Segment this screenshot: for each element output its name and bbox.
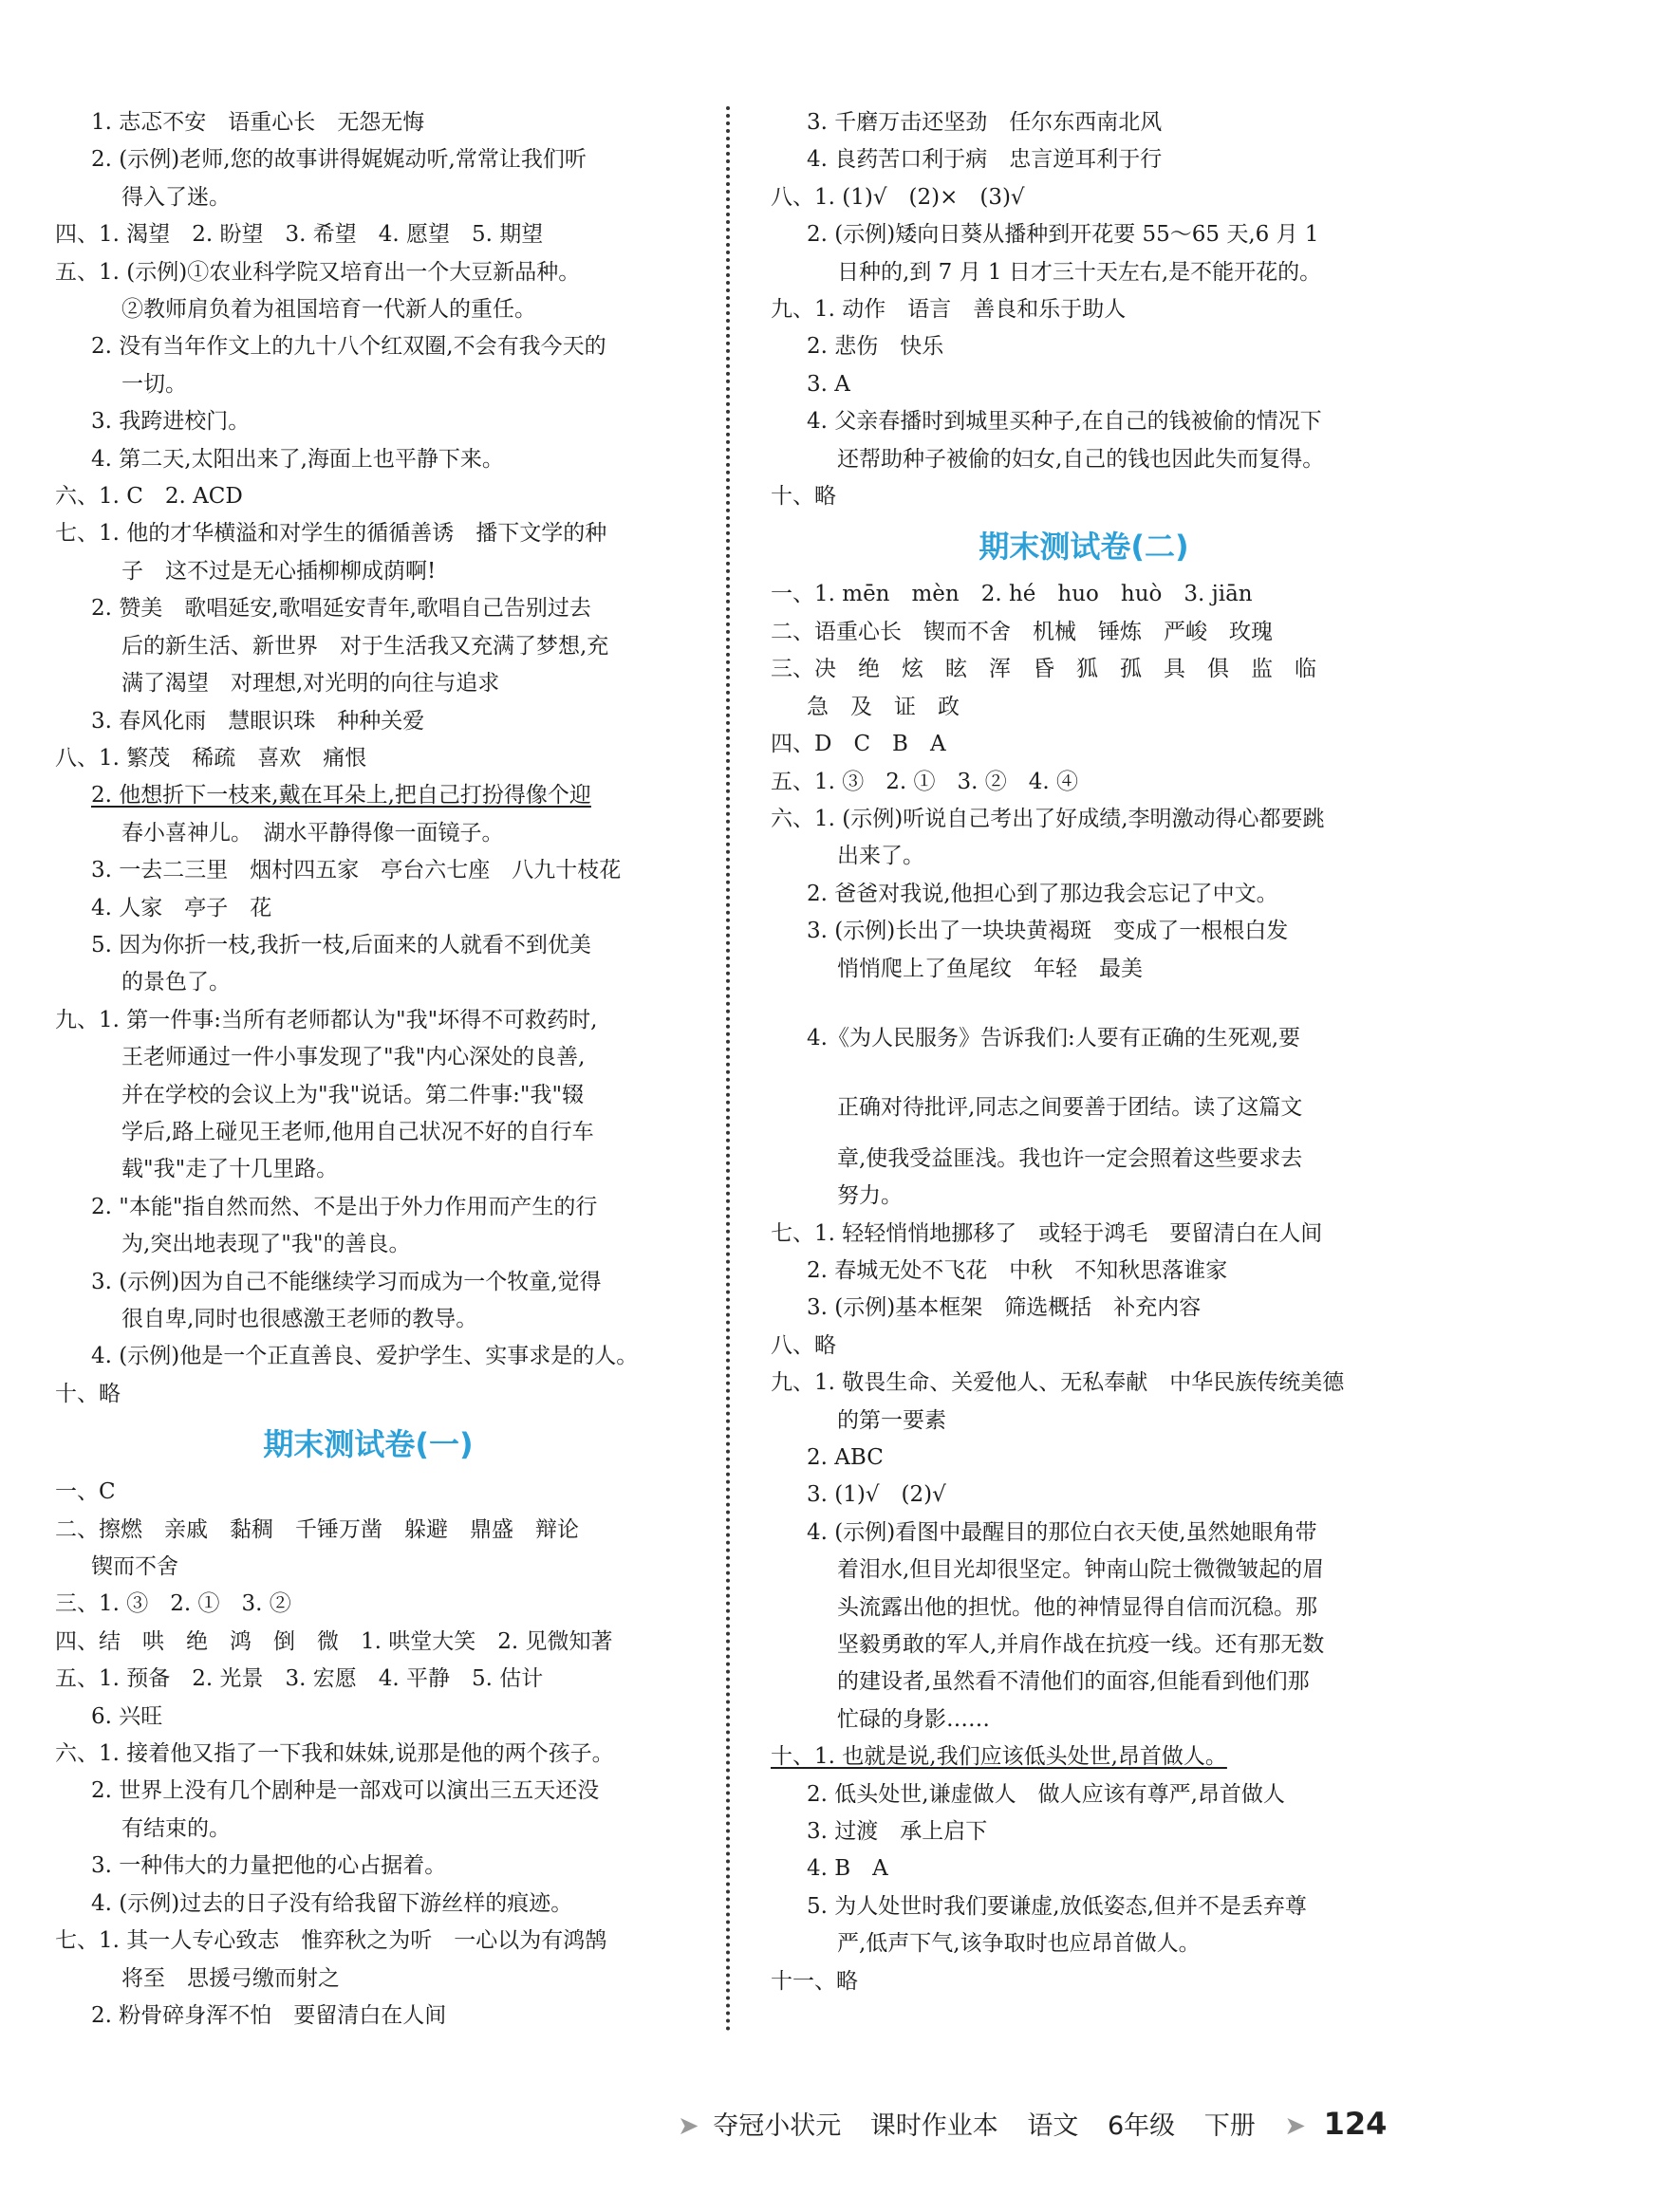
answer-line: 八、1. 繁茂 稀疏 喜欢 痛恨 <box>55 745 367 771</box>
answer-line: 6. 兴旺 <box>91 1703 163 1729</box>
answer-line: 2. 世界上没有几个剧种是一部戏可以演出三五天还没 <box>91 1778 600 1804</box>
answer-line: 章,使我受益匪浅。我也许一定会照着这些要求去 <box>837 1145 1303 1171</box>
answer-line: 日种的,到 7 月 1 日才三十天左右,是不能开花的。 <box>837 259 1322 285</box>
book-name: 课时作业本 <box>869 2111 998 2141</box>
answer-line: 一、1. mēn mèn 2. hé huo huò 3. jiān <box>771 582 1253 607</box>
answer-line: 3. (示例)长出了一块块黄褐斑 变成了一根根白发 <box>807 919 1289 944</box>
answer-line: 六、1. C 2. ACD <box>55 484 243 510</box>
section-title: 期末测试卷(二) <box>979 529 1189 566</box>
answer-line: 头流露出他的担忧。他的神情显得自信而沉稳。那 <box>837 1594 1317 1620</box>
answer-line: 3. 一去二三里 烟村四五家 亭台六七座 八九十枝花 <box>91 858 622 883</box>
answer-line: 并在学校的会议上为"我"说话。第二件事:"我"辍 <box>121 1082 585 1107</box>
answer-line: 2. 悲伤 快乐 <box>807 334 944 360</box>
answer-line: 学后,路上碰见王老师,他用自己状况不好的自行车 <box>121 1119 594 1144</box>
answer-line: 2. 赞美 歌唱延安,歌唱延安青年,歌唱自己告别过去 <box>91 596 591 622</box>
answer-line: 八、1. (1)√ (2)× (3)√ <box>771 184 1025 210</box>
answer-line: 一切。 <box>121 371 187 397</box>
answer-line: 子 这不过是无心插柳柳成荫啊! <box>121 558 437 584</box>
arrow-icon: ➤ <box>1284 2111 1306 2141</box>
spacer <box>771 1057 1397 1089</box>
answer-line: 五、1. (示例)①农业科学院又培育出一个大豆新品种。 <box>55 259 581 285</box>
answer-line: 后的新生活、新世界 对于生活我又充满了梦想,充 <box>121 633 609 659</box>
answer-line: 3. (示例)因为自己不能继续学习而成为一个牧童,觉得 <box>91 1269 602 1294</box>
answer-line: 3. A <box>807 371 850 397</box>
answer-line: 春小喜神儿。 湖水平静得像一面镜子。 <box>121 820 504 846</box>
page-footer <box>678 2105 1407 2142</box>
answer-line: 七、1. 其一人专心致志 惟弈秋之为听 一心以为有鸿鹄 <box>55 1928 607 1954</box>
answer-line: 4. (示例)看图中最醒目的那位白衣天使,虽然她眼角带 <box>807 1519 1317 1545</box>
answer-line: 还帮助种子被偷的妇女,自己的钱也因此失而复得。 <box>837 446 1325 472</box>
answer-line: 4.《为人民服务》告诉我们:人要有正确的生死观,要 <box>807 1025 1301 1050</box>
answer-line: 2. 粉骨碎身浑不怕 要留清白在人间 <box>91 2002 447 2028</box>
answer-line: 九、1. 第一件事:当所有老师都认为"我"坏得不可救药时, <box>55 1007 598 1032</box>
answer-line: 四、结 哄 绝 鸿 倒 微 1. 哄堂大笑 2. 见微知著 <box>55 1628 613 1654</box>
answer-line: 十、略 <box>771 484 836 510</box>
answer-line: 3. 千磨万击还坚劲 任尔东西南北风 <box>807 110 1163 135</box>
answer-line: 努力。 <box>837 1183 903 1209</box>
answer-line: 锲而不舍 <box>91 1554 178 1580</box>
answer-line: 十一、略 <box>771 1968 858 1994</box>
answer-line: 5. 为人处世时我们要谦虚,放低姿态,但并不是丢弃尊 <box>807 1893 1307 1919</box>
answer-line: 十、略 <box>55 1381 121 1406</box>
right-column <box>771 104 1397 2000</box>
answer-line: 的第一要素 <box>837 1407 946 1433</box>
answer-line: 一、C <box>55 1479 116 1505</box>
answer-line: 2. 没有当年作文上的九十八个红双圈,不会有我今天的 <box>91 334 606 360</box>
answer-line: 4. (示例)他是一个正直善良、爱护学生、实事求是的人。 <box>91 1344 639 1369</box>
answer-line: 六、1. (示例)听说自己考出了好成绩,李明激动得心都要跳 <box>771 806 1325 831</box>
answer-line: 得入了迷。 <box>121 184 231 210</box>
section-title: 期末测试卷(一) <box>263 1426 474 1463</box>
answer-line: 九、1. 敬畏生命、关爱他人、无私奉献 中华民族传统美德 <box>771 1370 1345 1396</box>
answer-line: 七、1. 他的才华横溢和对学生的循循善诱 播下文学的种 <box>55 521 607 547</box>
answer-line: 五、1. ③ 2. ① 3. ② 4. ④ <box>771 769 1079 794</box>
answer-line: 4. 人家 亭子 花 <box>91 895 272 920</box>
answer-line: 出来了。 <box>837 844 924 869</box>
answer-line: 急 及 证 政 <box>807 694 960 719</box>
answer-line: 很自卑,同时也很感激王老师的教导。 <box>121 1307 478 1331</box>
answer-line: 5. 因为你折一枝,我折一枝,后面来的人就看不到优美 <box>91 932 591 957</box>
answer-line: 4. (示例)过去的日子没有给我留下游丝样的痕迹。 <box>91 1890 573 1916</box>
brand-name: 夺冠小状元 <box>713 2111 842 2141</box>
answer-line: 3. 一种伟大的力量把他的心占据着。 <box>91 1853 447 1879</box>
answer-line: 的景色了。 <box>121 970 231 995</box>
answer-line: 3. 春风化雨 慧眼识珠 种种关爱 <box>91 708 425 734</box>
answer-line: 2. 低头处世,谦虚做人 做人应该有尊严,昂首做人 <box>807 1781 1285 1807</box>
answer-line: 四、1. 渴望 2. 盼望 3. 希望 4. 愿望 5. 期望 <box>55 222 544 248</box>
answer-line: 4. 父亲春播时到城里买种子,在自己的钱被偷的情况下 <box>807 409 1322 435</box>
answer-line: 满了渴望 对理想,对光明的向往与追求 <box>121 671 500 697</box>
answer-line: 2. "本能"指自然而然、不是出于外力作用而产生的行 <box>91 1194 598 1219</box>
answer-line: 3. 我跨进校门。 <box>91 409 251 435</box>
spacer <box>771 988 1397 1020</box>
answer-line: 2. (示例)老师,您的故事讲得娓娓动听,常常让我们听 <box>91 147 587 173</box>
answer-line: 二、语重心长 锲而不舍 机械 锤炼 严峻 玫瑰 <box>771 619 1273 644</box>
answer-line: 七、1. 轻轻悄悄地挪移了 或轻于鸿毛 要留清白在人间 <box>771 1220 1323 1246</box>
answer-line: 忙碌的身影…… <box>837 1706 990 1732</box>
subject: 语文 <box>1027 2111 1079 2141</box>
arrow-icon: ➤ <box>678 2111 699 2141</box>
answer-line: 2. 他想折下一枝来,戴在耳朵上,把自己打扮得像个迎 <box>91 783 591 809</box>
answer-line: 十、1. 也就是说,我们应该低头处世,昂首做人。 <box>771 1744 1227 1770</box>
grade: 6年级 <box>1108 2111 1176 2141</box>
answer-line: 悄悄爬上了鱼尾纹 年轻 最美 <box>837 956 1143 981</box>
answer-line: 4. 第二天,太阳出来了,海面上也平静下来。 <box>91 446 504 472</box>
answer-line: 有结束的。 <box>121 1815 231 1841</box>
column-divider <box>726 106 730 2033</box>
answer-line: 4. 良药苦口利于病 忠言逆耳利于行 <box>807 147 1163 173</box>
answer-line: 二、擦燃 亲戚 黏稠 千锤万凿 躲避 鼎盛 辩论 <box>55 1516 579 1542</box>
left-column <box>55 104 681 2035</box>
answer-line: ②教师肩负着为祖国培育一代新人的重任。 <box>121 297 536 323</box>
answer-line: 3. (1)√ (2)√ <box>807 1482 946 1508</box>
answer-line: 坚毅勇敢的军人,并肩作战在抗疫一线。还有那无数 <box>837 1632 1325 1658</box>
answer-line: 载"我"走了十几里路。 <box>121 1157 339 1182</box>
answer-line: 三、决 绝 炫 眩 浑 昏 狐 孤 具 俱 监 临 <box>771 657 1316 682</box>
answer-line: 2. 春城无处不飞花 中秋 不知秋思落谁家 <box>807 1257 1228 1283</box>
answer-line: 将至 思援弓缴而射之 <box>121 1965 340 1991</box>
answer-line: 四、D C B A <box>771 732 946 757</box>
answer-line: 1. 志忑不安 语重心长 无怨无悔 <box>91 110 425 135</box>
answer-line: 六、1. 接着他又指了一下我和妹妹,说那是他的两个孩子。 <box>55 1741 614 1767</box>
answer-line: 五、1. 预备 2. 光景 3. 宏愿 4. 平静 5. 估计 <box>55 1666 544 1692</box>
answer-line: 2. ABC <box>807 1445 884 1470</box>
answer-line: 九、1. 动作 语言 善良和乐于助人 <box>771 297 1127 323</box>
answer-line: 3. 过渡 承上启下 <box>807 1819 988 1845</box>
volume: 下册 <box>1203 2111 1256 2141</box>
page-number: 124 <box>1323 2106 1388 2142</box>
answer-line: 正确对待批评,同志之间要善于团结。读了这篇文 <box>837 1095 1303 1121</box>
answer-line: 八、略 <box>771 1332 836 1358</box>
spacer <box>771 1127 1397 1141</box>
answer-line: 为,突出地表现了"我"的善良。 <box>121 1232 411 1257</box>
answer-line: 着泪水,但目光却很坚定。钟南山院士微微皱起的眉 <box>837 1557 1325 1583</box>
answer-line: 2. 爸爸对我说,他担心到了那边我会忘记了中文。 <box>807 881 1278 906</box>
answer-line: 4. B A <box>807 1856 888 1882</box>
answer-line: 2. (示例)矮向日葵从播种到开花要 55～65 天,6 月 1 <box>807 222 1319 248</box>
answer-line: 的建设者,虽然看不清他们的面容,但能看到他们那 <box>837 1669 1310 1695</box>
answer-line: 3. (示例)基本框架 筛选概括 补充内容 <box>807 1295 1202 1321</box>
answer-line: 严,低声下气,该争取时也应昂首做人。 <box>837 1931 1201 1957</box>
answer-line: 王老师通过一件小事发现了"我"内心深处的良善, <box>121 1045 586 1070</box>
answer-line: 三、1. ③ 2. ① 3. ② <box>55 1591 291 1617</box>
